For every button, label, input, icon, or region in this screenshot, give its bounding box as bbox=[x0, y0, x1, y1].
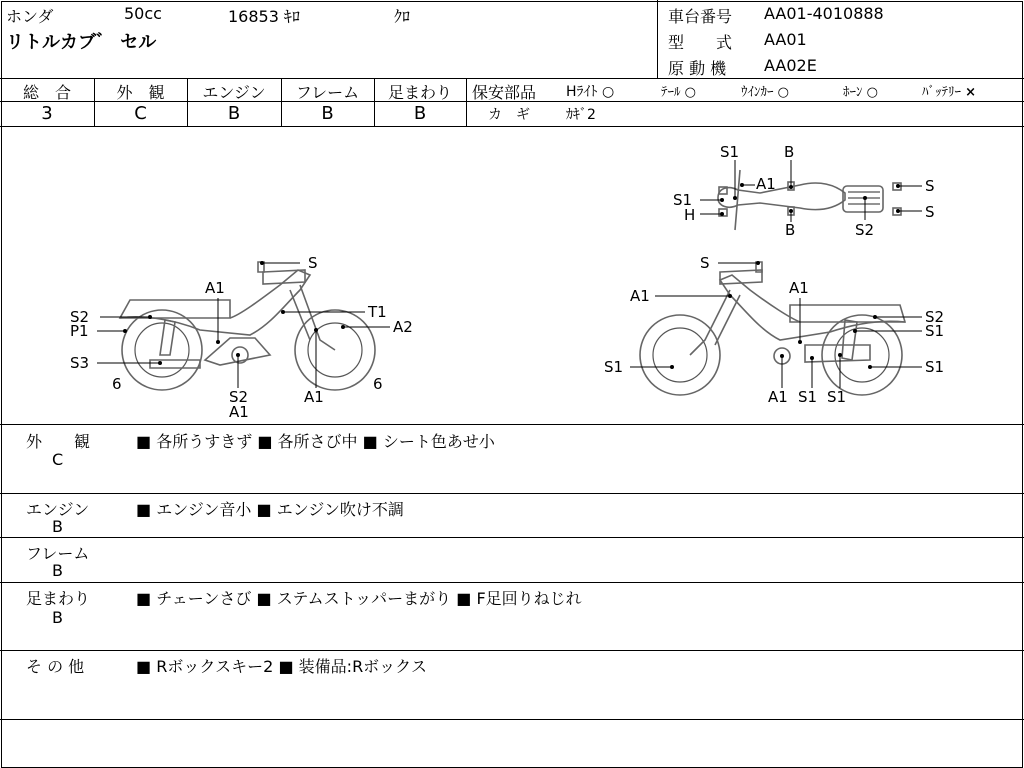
note-label-other: そ の 他 bbox=[26, 657, 85, 676]
diag-label: A1 bbox=[229, 403, 249, 421]
frame-number: AA01-4010888 bbox=[764, 4, 884, 23]
type-label: 型 式 bbox=[668, 33, 733, 52]
suspension-grade-value: B bbox=[413, 103, 427, 124]
diag-label: A1 bbox=[768, 388, 788, 406]
diag-label: S bbox=[925, 177, 935, 195]
color: ｸﾛ bbox=[394, 7, 411, 26]
left-view-bike bbox=[120, 262, 375, 390]
note-label-exterior: 外 観 bbox=[26, 432, 91, 451]
note-items-engine: ■ エンジン音小 ■ エンジン吹け不調 bbox=[136, 500, 404, 519]
note-label-engine: エンジン bbox=[26, 500, 90, 519]
diag-label: S1 bbox=[827, 388, 847, 406]
frame-grade-label: フレーム bbox=[295, 83, 360, 102]
exterior-value: C bbox=[134, 103, 147, 124]
diag-label: S2 bbox=[70, 308, 90, 326]
note-grade-suspension: B bbox=[52, 608, 63, 627]
diag-label: S bbox=[308, 254, 318, 272]
safety-item-battery: ﾊﾞｯﾃﾘｰ × bbox=[922, 85, 977, 100]
diag-label: H bbox=[684, 206, 696, 224]
diag-label: S2 bbox=[855, 221, 875, 239]
diag-label: 6 bbox=[112, 375, 122, 393]
diag-label: B bbox=[784, 143, 795, 161]
safety-item-headlight: Hﾗｲﾄ ○ bbox=[566, 84, 615, 100]
exterior-label: 外 観 bbox=[116, 83, 165, 102]
header-divider bbox=[657, 0, 658, 78]
note-grade-frame: B bbox=[52, 561, 63, 580]
grid-line bbox=[466, 78, 467, 126]
overall-label: 総 合 bbox=[22, 83, 71, 102]
diag-label: A1 bbox=[756, 175, 776, 193]
grid-line bbox=[0, 582, 1024, 583]
suspension-grade-label: 足まわり bbox=[387, 83, 452, 102]
right-view-bike bbox=[640, 262, 905, 395]
diag-label: 6 bbox=[373, 375, 383, 393]
grid-line bbox=[0, 650, 1024, 651]
diag-label: S bbox=[700, 254, 710, 272]
grid-line bbox=[0, 493, 1024, 494]
diag-label: A1 bbox=[304, 388, 324, 406]
engine-model-value: AA02E bbox=[764, 56, 817, 75]
note-items-suspension: ■ チェーンさび ■ ステムストッパーまがり ■ F足回りねじれ bbox=[136, 589, 582, 608]
grid-line bbox=[466, 101, 1024, 102]
diag-label: A1 bbox=[630, 287, 650, 305]
diag-label: S bbox=[925, 203, 935, 221]
safety-item-winker: ｳｲﾝｶｰ ○ bbox=[741, 85, 789, 100]
note-items-other: ■ Rボックスキー2 ■ 装備品:Rボックス bbox=[136, 657, 428, 676]
displacement: 50cc bbox=[124, 4, 162, 23]
diag-label: S1 bbox=[720, 143, 740, 161]
key-value: ｶｷﾞ2 bbox=[566, 107, 596, 123]
engine-grade-label: エンジン bbox=[202, 83, 266, 102]
diag-label: T1 bbox=[368, 303, 387, 321]
model-name: リトルカブ゛ セル bbox=[6, 32, 157, 53]
type-value: AA01 bbox=[764, 30, 807, 49]
grid-line bbox=[0, 719, 1024, 720]
grid-line bbox=[0, 424, 1024, 425]
mileage: 16853 ｷﾛ bbox=[228, 7, 300, 26]
grid-line bbox=[0, 537, 1024, 538]
diag-label: A1 bbox=[789, 279, 809, 297]
safety-item-horn: ﾎｰﾝ ○ bbox=[843, 85, 878, 100]
frame-grade-value: B bbox=[321, 103, 334, 124]
diag-label: S1 bbox=[673, 191, 693, 209]
diag-label: S1 bbox=[925, 358, 945, 376]
leader-lines bbox=[97, 160, 922, 388]
note-label-suspension: 足まわり bbox=[26, 589, 91, 608]
diag-label: S1 bbox=[925, 322, 945, 340]
engine-model-label: 原 動 機 bbox=[668, 59, 727, 78]
engine-grade-value: B bbox=[227, 103, 241, 124]
diag-label: S2 bbox=[925, 308, 945, 326]
note-items-exterior: ■ 各所うすきず ■ 各所さび中 ■ シート色あせ小 bbox=[136, 432, 495, 451]
diag-label: S2 bbox=[229, 388, 249, 406]
maker: ホンダ bbox=[6, 7, 54, 26]
note-label-frame: フレーム bbox=[26, 544, 90, 563]
diag-label: S1 bbox=[798, 388, 818, 406]
safety-item-tail: ﾃｰﾙ ○ bbox=[661, 85, 696, 100]
damage-diagram bbox=[0, 127, 1024, 425]
diag-label: P1 bbox=[70, 322, 89, 340]
diag-label: S3 bbox=[70, 354, 90, 372]
diag-label: A2 bbox=[393, 318, 413, 336]
overall-value: 3 bbox=[41, 103, 53, 124]
frame-number-label: 車台番号 bbox=[668, 7, 733, 26]
key-label: カ ギ bbox=[488, 107, 530, 123]
note-grade-exterior: C bbox=[52, 450, 64, 469]
diag-label: A1 bbox=[205, 279, 225, 297]
header-bottom-line bbox=[0, 78, 1024, 79]
diag-label: S1 bbox=[604, 358, 624, 376]
safety-label: 保安部品 bbox=[472, 83, 537, 102]
diag-label: B bbox=[785, 221, 796, 239]
note-grade-engine: B bbox=[52, 517, 63, 536]
